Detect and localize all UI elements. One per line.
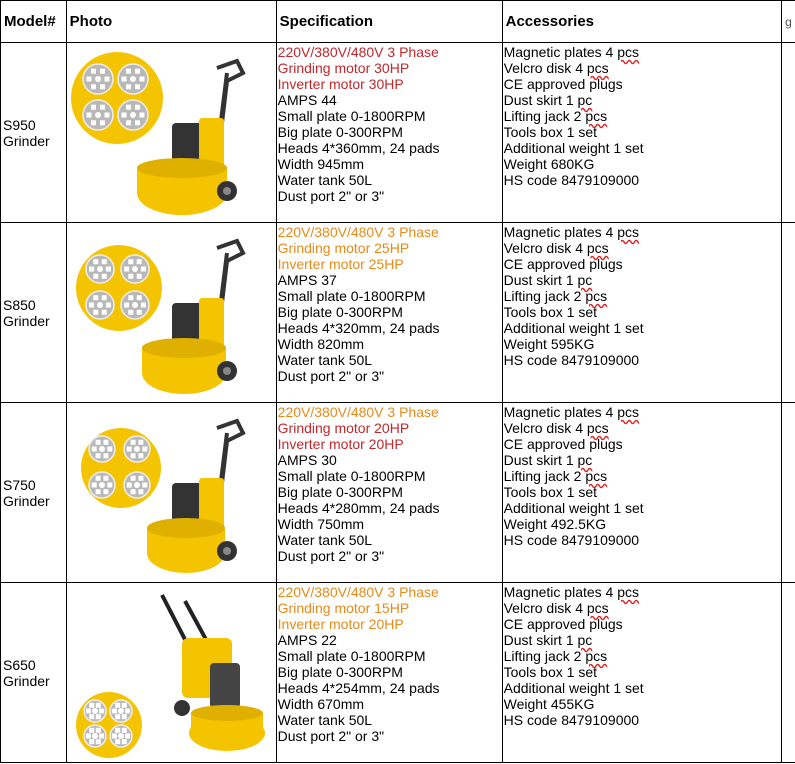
accessory-line: Velcro disk 4 pcs xyxy=(503,60,609,76)
spellcheck-underline: pcs xyxy=(617,404,640,420)
model-name-line: S750 xyxy=(3,476,36,493)
model-name-line: S650 xyxy=(3,656,36,673)
spec-line: AMPS 30 xyxy=(277,452,337,468)
accessory-line: Lifting jack 2 pcs xyxy=(503,288,608,304)
accessory-line: CE approved plugs xyxy=(503,616,623,632)
header-specification: Specification xyxy=(276,1,502,43)
accessory-line: Dust skirt 1 pc xyxy=(503,272,593,288)
table-row xyxy=(1,403,795,583)
accessory-line: HS code 8479109000 xyxy=(503,532,640,548)
spec-highlight-line: Grinding motor 15HP xyxy=(277,600,410,616)
accessories-cell xyxy=(502,583,781,763)
spec-line: Water tank 50L xyxy=(277,352,373,368)
grinder-illustration xyxy=(67,223,276,402)
spec-line: Heads 4*320mm, 24 pads xyxy=(277,320,440,336)
model-cell xyxy=(1,223,67,403)
spellcheck-underline: pcs xyxy=(585,288,608,304)
model-cell xyxy=(1,583,67,763)
spec-highlight-line: Grinding motor 25HP xyxy=(277,240,410,256)
accessory-line: CE approved plugs xyxy=(503,436,623,452)
spec-highlight-line: 220V/380V/480V 3 Phase xyxy=(277,584,439,600)
spec-highlight-line: 220V/380V/480V 3 Phase xyxy=(277,224,439,240)
spec-line: Heads 4*280mm, 24 pads xyxy=(277,500,440,516)
accessory-line: Lifting jack 2 pcs xyxy=(503,648,608,664)
spec-line: Water tank 50L xyxy=(277,172,373,188)
header-accessories: Accessories xyxy=(502,1,781,43)
spellcheck-underline: pc xyxy=(577,92,593,108)
spec-line: Small plate 0-1800RPM xyxy=(277,288,426,304)
accessories-cell xyxy=(502,403,781,583)
accessory-line: Tools box 1 set xyxy=(503,484,597,500)
spec-highlight-line: Inverter motor 25HP xyxy=(277,256,404,272)
accessory-line: Lifting jack 2 pcs xyxy=(503,108,608,124)
spec-line: Heads 4*254mm, 24 pads xyxy=(277,680,440,696)
spec-line: AMPS 37 xyxy=(277,272,337,288)
table-row xyxy=(1,43,795,223)
spec-line: Width 820mm xyxy=(277,336,365,352)
accessory-line: Lifting jack 2 pcs xyxy=(503,468,608,484)
spellcheck-underline: pc xyxy=(577,632,593,648)
spec-highlight-line: Inverter motor 20HP xyxy=(277,436,404,452)
spellcheck-underline: pcs xyxy=(617,584,640,600)
header-model: Model# xyxy=(1,1,67,43)
accessory-line: Additional weight 1 set xyxy=(503,140,644,156)
spec-line: Big plate 0-300RPM xyxy=(277,124,403,140)
specification-cell xyxy=(276,403,502,583)
floor-grinder-photo xyxy=(67,43,276,222)
accessory-line: Weight 455KG xyxy=(503,696,595,712)
model-name-line: Grinder xyxy=(3,132,50,149)
header-row xyxy=(1,1,795,43)
extra-column-cell xyxy=(782,583,795,763)
spec-line: Small plate 0-1800RPM xyxy=(277,648,426,664)
photo-cell xyxy=(66,43,276,223)
specification-cell xyxy=(276,43,502,223)
accessory-line: Velcro disk 4 pcs xyxy=(503,600,609,616)
accessory-line: Weight 680KG xyxy=(503,156,595,172)
spellcheck-underline: pcs xyxy=(585,108,608,124)
accessory-line: Velcro disk 4 pcs xyxy=(503,240,609,256)
spec-line: Water tank 50L xyxy=(277,532,373,548)
header-extra xyxy=(782,1,795,43)
spec-line: Water tank 50L xyxy=(277,712,373,728)
accessory-line: HS code 8479109000 xyxy=(503,172,640,188)
accessory-line: Weight 595KG xyxy=(503,336,595,352)
accessory-line: Magnetic plates 4 pcs xyxy=(503,584,640,600)
accessory-line: Tools box 1 set xyxy=(503,304,597,320)
spec-line: Big plate 0-300RPM xyxy=(277,304,403,320)
spellcheck-underline: pcs xyxy=(586,600,609,616)
accessory-line: Additional weight 1 set xyxy=(503,500,644,516)
model-name-line: S850 xyxy=(3,296,36,313)
photo-cell xyxy=(66,223,276,403)
spec-line: Small plate 0-1800RPM xyxy=(277,468,426,484)
floor-grinder-photo xyxy=(67,223,276,402)
spellcheck-underline: pcs xyxy=(586,240,609,256)
model-name-line: Grinder xyxy=(3,672,50,689)
spellcheck-underline: pcs xyxy=(585,468,608,484)
accessory-line: Velcro disk 4 pcs xyxy=(503,420,609,436)
accessories-cell xyxy=(502,223,781,403)
spec-line: Dust port 2" or 3" xyxy=(277,728,385,744)
accessory-line: Additional weight 1 set xyxy=(503,320,644,336)
header-photo: Photo xyxy=(66,1,276,43)
table-row xyxy=(1,583,795,763)
extra-column-cell xyxy=(782,223,795,403)
spec-line: AMPS 44 xyxy=(277,92,337,108)
accessory-line: Tools box 1 set xyxy=(503,664,597,680)
model-name-line: Grinder xyxy=(3,492,50,509)
specification-cell xyxy=(276,223,502,403)
model-cell xyxy=(1,43,67,223)
accessory-line: Tools box 1 set xyxy=(503,124,597,140)
spec-line: Width 750mm xyxy=(277,516,365,532)
spec-highlight-line: 220V/380V/480V 3 Phase xyxy=(277,44,439,60)
accessory-line: HS code 8479109000 xyxy=(503,352,640,368)
spec-line: Dust port 2" or 3" xyxy=(277,548,385,564)
model-name-line: S950 xyxy=(3,116,36,133)
photo-cell xyxy=(66,403,276,583)
accessory-line: CE approved plugs xyxy=(503,256,623,272)
floor-grinder-photo xyxy=(67,403,276,582)
extra-column-cell xyxy=(782,403,795,583)
accessory-line: Magnetic plates 4 pcs xyxy=(503,404,640,420)
grinder-illustration xyxy=(67,583,276,762)
spellcheck-underline: pc xyxy=(577,272,593,288)
accessory-line: CE approved plugs xyxy=(503,76,623,92)
model-name-line: Grinder xyxy=(3,312,50,329)
spec-highlight-line: Inverter motor 30HP xyxy=(277,76,404,92)
spec-highlight-line: Inverter motor 20HP xyxy=(277,616,404,632)
spellcheck-underline: pcs xyxy=(617,224,640,240)
header-extra-text: g xyxy=(785,15,792,29)
floor-grinder-photo xyxy=(67,583,276,762)
extra-column-cell xyxy=(782,43,795,223)
accessory-line: Dust skirt 1 pc xyxy=(503,92,593,108)
spellcheck-underline: pcs xyxy=(586,60,609,76)
spec-line: Dust port 2" or 3" xyxy=(277,188,385,204)
accessory-line: Magnetic plates 4 pcs xyxy=(503,224,640,240)
spec-line: AMPS 22 xyxy=(277,632,337,648)
model-cell xyxy=(1,403,67,583)
spellcheck-underline: pcs xyxy=(586,420,609,436)
spec-line: Width 945mm xyxy=(277,156,365,172)
spec-line: Heads 4*360mm, 24 pads xyxy=(277,140,440,156)
spec-highlight-line: Grinding motor 20HP xyxy=(277,420,410,436)
spec-line: Big plate 0-300RPM xyxy=(277,664,403,680)
accessory-line: Weight 492.5KG xyxy=(503,516,607,532)
spec-line: Big plate 0-300RPM xyxy=(277,484,403,500)
accessory-line: HS code 8479109000 xyxy=(503,712,640,728)
specification-cell xyxy=(276,583,502,763)
spec-highlight-line: 220V/380V/480V 3 Phase xyxy=(277,404,439,420)
spellcheck-underline: pc xyxy=(577,452,593,468)
grinder-illustration xyxy=(67,43,276,222)
accessory-line: Dust skirt 1 pc xyxy=(503,452,593,468)
photo-cell xyxy=(66,583,276,763)
spec-line: Dust port 2" or 3" xyxy=(277,368,385,384)
accessories-cell xyxy=(502,43,781,223)
spec-highlight-line: Grinding motor 30HP xyxy=(277,60,410,76)
accessory-line: Additional weight 1 set xyxy=(503,680,644,696)
spellcheck-underline: pcs xyxy=(617,44,640,60)
accessory-line: Magnetic plates 4 pcs xyxy=(503,44,640,60)
spec-line: Width 670mm xyxy=(277,696,365,712)
spec-line: Small plate 0-1800RPM xyxy=(277,108,426,124)
spellcheck-underline: pcs xyxy=(585,648,608,664)
table-row xyxy=(1,223,795,403)
grinder-illustration xyxy=(67,403,276,582)
accessory-line: Dust skirt 1 pc xyxy=(503,632,593,648)
